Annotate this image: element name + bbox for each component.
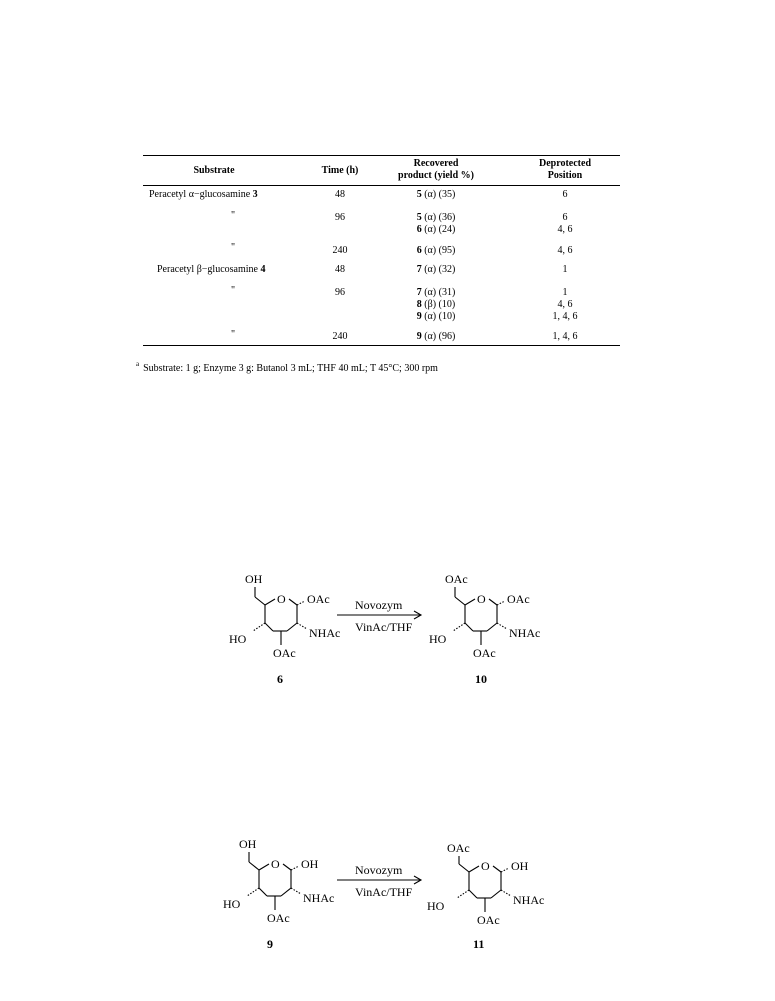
row5-product-a: 7 (α) (31)	[416, 287, 456, 298]
header-position-line2: Position	[547, 170, 583, 181]
row4-substrate: Peracetyl β−glucosamine 4	[157, 264, 266, 275]
c2-substituent: NHAc	[509, 626, 541, 640]
reagent-solvent: VinAc/THF	[355, 620, 413, 634]
row6-time: 240	[332, 331, 348, 342]
c1-substituent: OH	[301, 857, 319, 871]
row6-substrate: "	[231, 329, 236, 340]
structure-6	[229, 572, 340, 686]
compound-label-10: 10	[475, 672, 487, 686]
row2-time: 96	[335, 212, 345, 223]
table-bottom-rule	[143, 345, 620, 346]
row6-position: 1, 4, 6	[552, 331, 578, 342]
c4-substituent: HO	[429, 632, 447, 646]
row4-position: 1	[562, 264, 568, 275]
row4-product: 7 (α) (32)	[416, 264, 456, 275]
row1-position: 6	[562, 189, 568, 200]
header-product-line1: Recovered	[413, 158, 459, 169]
header-time: Time (h)	[321, 165, 359, 176]
row5-product-c: 9 (α) (10)	[416, 311, 456, 322]
row2-product-b: 6 (α) (24)	[416, 224, 456, 235]
ring-oxygen: O	[481, 859, 490, 873]
compound-label-11: 11	[473, 937, 485, 951]
row1-time: 48	[335, 189, 345, 200]
footnote-text: Substrate: 1 g; Enzyme 3 g: Butanol 3 mL; THF 40 mL; T 45°C; 300 rpm	[143, 363, 438, 374]
row3-time: 240	[332, 245, 348, 256]
c6-substituent: OH	[245, 572, 263, 586]
reagent-novozym: Novozym	[355, 598, 403, 612]
reagent-solvent: VinAc/THF	[355, 885, 413, 899]
table-top-rule	[143, 155, 620, 156]
c4-substituent: HO	[229, 632, 247, 646]
header-substrate: Substrate	[193, 165, 235, 176]
row2-position-a: 6	[562, 212, 568, 223]
structure-9	[223, 837, 334, 951]
c1-substituent: OAc	[507, 592, 530, 606]
c4-substituent: HO	[427, 899, 445, 913]
row6-product: 9 (α) (96)	[416, 331, 456, 342]
row1-product: 5 (α) (35)	[416, 189, 456, 200]
row2-substrate: "	[231, 210, 236, 221]
c6-substituent: OAc	[445, 572, 468, 586]
table-footnote	[136, 360, 438, 374]
header-position-line1: Deprotected	[538, 158, 592, 169]
c3-substituent: OAc	[267, 911, 290, 925]
row3-substrate: "	[231, 242, 236, 253]
c3-substituent: OAc	[477, 913, 500, 927]
c2-substituent: NHAc	[513, 893, 545, 907]
ring-oxygen: O	[271, 857, 280, 871]
c3-substituent: OAc	[473, 646, 496, 660]
compound-label-9: 9	[267, 937, 273, 951]
row3-product: 6 (α) (95)	[416, 245, 456, 256]
row5-position-c: 1, 4, 6	[552, 311, 578, 322]
reaction-scheme-1	[215, 565, 555, 695]
row5-position-a: 1	[562, 287, 568, 298]
row5-time: 96	[335, 287, 345, 298]
row5-product-b: 8 (β) (10)	[416, 299, 456, 310]
c1-substituent: OH	[511, 859, 529, 873]
reagent-novozym: Novozym	[355, 863, 403, 877]
ring-oxygen: O	[477, 592, 486, 606]
ring-oxygen: O	[277, 592, 286, 606]
header-product-line2: product (yield %)	[398, 170, 474, 181]
c4-substituent: HO	[223, 897, 241, 911]
row2-product-a: 5 (α) (36)	[416, 212, 456, 223]
footnote-marker: a	[136, 360, 140, 368]
row3-position: 4, 6	[557, 245, 573, 256]
c2-substituent: NHAc	[303, 891, 335, 905]
row2-position-b: 4, 6	[557, 224, 573, 235]
c6-substituent: OAc	[447, 841, 470, 855]
reaction-scheme-2	[215, 830, 555, 960]
c1-substituent: OAc	[307, 592, 330, 606]
structure-11	[427, 841, 544, 951]
structure-10	[429, 572, 540, 686]
c6-substituent: OH	[239, 837, 257, 851]
compound-label-6: 6	[277, 672, 283, 686]
row5-substrate: "	[231, 285, 236, 296]
c2-substituent: NHAc	[309, 626, 341, 640]
c3-substituent: OAc	[273, 646, 296, 660]
row4-time: 48	[335, 264, 345, 275]
row1-substrate: Peracetyl α−glucosamine 3	[149, 189, 258, 200]
row5-position-b: 4, 6	[557, 299, 573, 310]
table-header-rule	[143, 185, 620, 186]
